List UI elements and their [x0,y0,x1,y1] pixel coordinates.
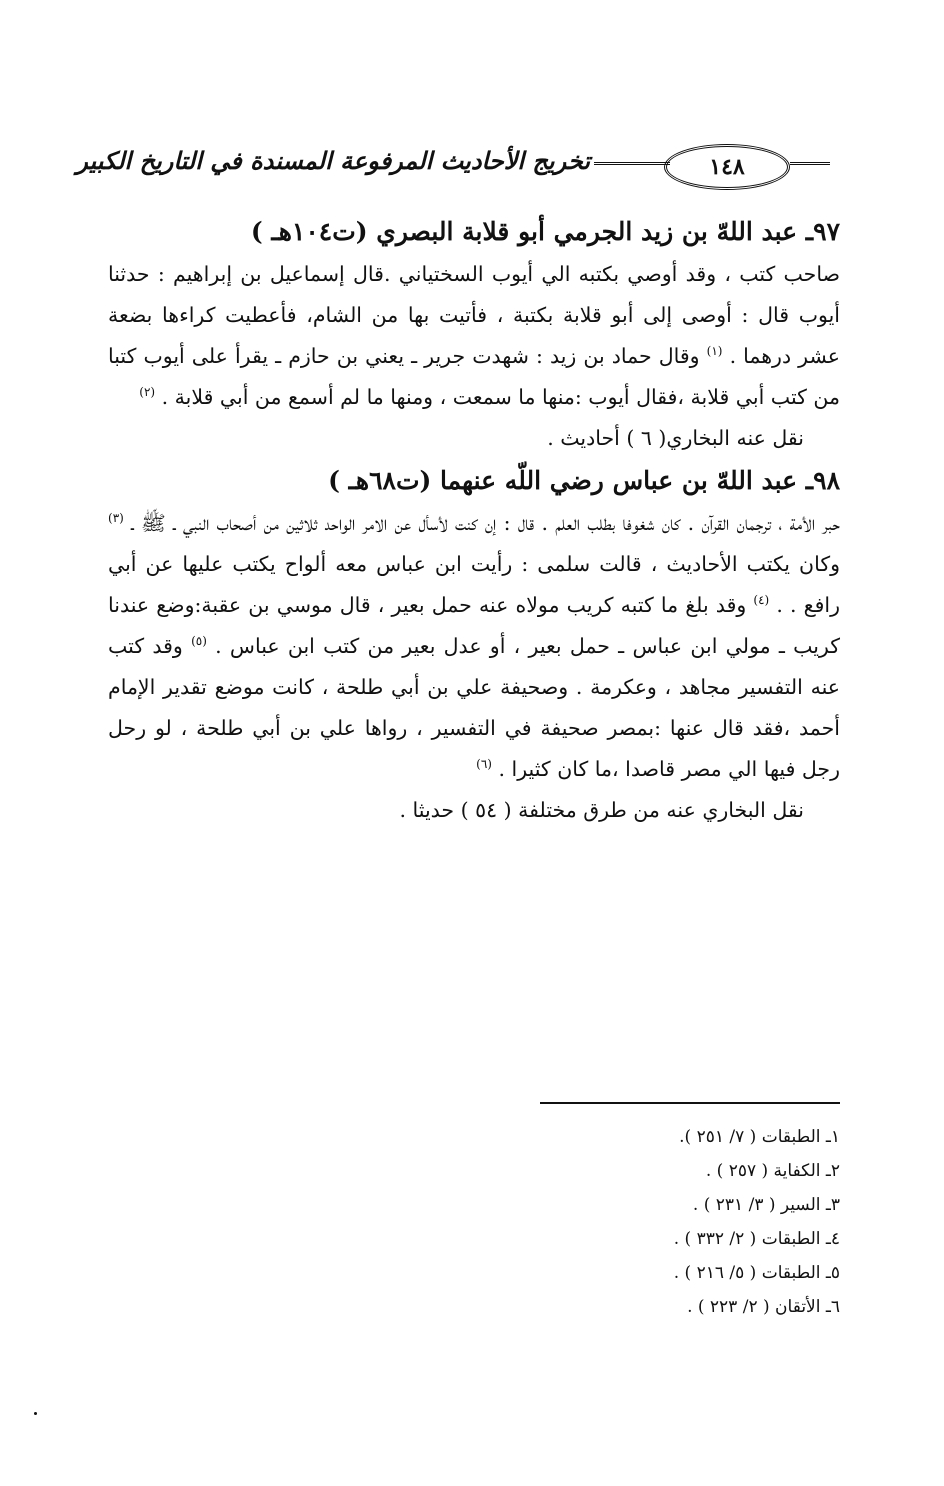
book-title: تخريج الأحاديث المرفوعة المسندة في التاريخ الكبير [76,146,590,175]
footnote-ref-3[interactable]: (٣) [108,511,124,526]
footnote-item: ٣ـ السير ( ٣/ ٢٣١ ) . [692,1195,840,1215]
entry-heading-97: ٩٧ـ عبد اللهّ بن زيد الجرمي أبو قلابة البصري (ت١٠٤هـ ) [250,217,840,246]
main-text [108,210,840,831]
paragraph-text: وقد كتب عنه التفسير مجاهد ، وعكرمة . وصحيفة علي بن أبي طلحة ، كانت موضع تقدير الإمام أحمد ،فقد قال عنها :بمصر صحيفة في التفسير ، رواها علي بن أبي طلحة ، لو رحل رجل فيها الي مصر قاصدا ،ما كان كثيرا . [108,634,840,781]
paragraph-text: وقال حماد بن زيد : شهدت جرير ـ يعني بن حازم ـ يقرأ على أيوب كتبا من كتب أبي قلابة ،فقال أيوب :منها ما سمعت ، ومنها ما لم أسمع من أبي قلابة . [108,344,840,409]
footnote-ref-2[interactable]: (٢) [139,385,156,400]
page-number-badge [664,144,790,190]
footnote-ref-6[interactable]: (٦) [476,757,492,772]
running-header [76,140,830,200]
footnote-item: ٢ـ الكفاية ( ٢٥٧ ) . [705,1161,840,1181]
header-rule-right [790,162,830,165]
footnote-ref-4[interactable]: (٤) [753,593,770,608]
footnote-item: ٦ـ الأتقان ( ٢/ ٢٢٣ ) . [687,1297,840,1317]
scan-speck [34,1412,37,1415]
entry-paragraph-97 [108,254,840,418]
footnote-ref-1[interactable]: (١) [706,344,723,359]
paragraph-text: وقد بلغ ما كتبه كريب مولاه عنه حمل بعير ، قال موسي بن عقبة:وضع عندنا كريب ـ مولي ابن عباس ـ حمل بعير ، أو عدل بعير من كتب ابن عباس . [108,593,840,658]
footnotes-list [440,1120,840,1324]
footnote-separator [540,1102,840,1104]
paragraph-text: حبر الأمة ، ترجمان القرآن . كان شغوفا بطلب العلم . قال : إن كنت لأسأل عن الامر الواحد ثلاثين من أصحاب النبي ـ ﷺ ـ [131,511,840,535]
footnote-item: ٥ـ الطبقات ( ٥/ ٢١٦ ) . [673,1263,840,1283]
page-number: ١٤٨ [709,154,745,180]
footnote-ref-5[interactable]: (٥) [191,634,207,649]
footnote-item: ١ـ الطبقات ( ٧/ ٢٥١ ). [679,1127,840,1147]
entry-note-97: نقل عنه البخاري( ٦ ) أحاديث . [547,426,804,450]
header-rule-middle [594,162,670,165]
paragraph-text: صاحب كتب ، وقد أوصي بكتبه الي أيوب السختياني .قال إسماعيل بن إبراهيم : حدثنا أيوب قال : أوصى إلى أبو قلابة بكتبة ، فأتيت بها من الشام، فأعطيت كراءها بضعة عشر درهما . [108,262,840,368]
entry-heading-98: ٩٨ـ عبد اللهّ بن عباس رضي اللّه عنهما (ت٦٨هـ ) [328,466,840,495]
paragraph-text: وكان يكتب الأحاديث ، قالت سلمى : رأيت ابن عباس معه ألواح يكتب عليها عن أبي رافع . . [108,552,840,617]
entry-paragraph-98 [108,503,840,790]
footnote-item: ٤ـ الطبقات ( ٢/ ٣٣٢ ) . [673,1229,840,1249]
entry-note-98: نقل البخاري عنه من طرق مختلفة ( ٥٤ ) حديثا . [399,798,804,822]
